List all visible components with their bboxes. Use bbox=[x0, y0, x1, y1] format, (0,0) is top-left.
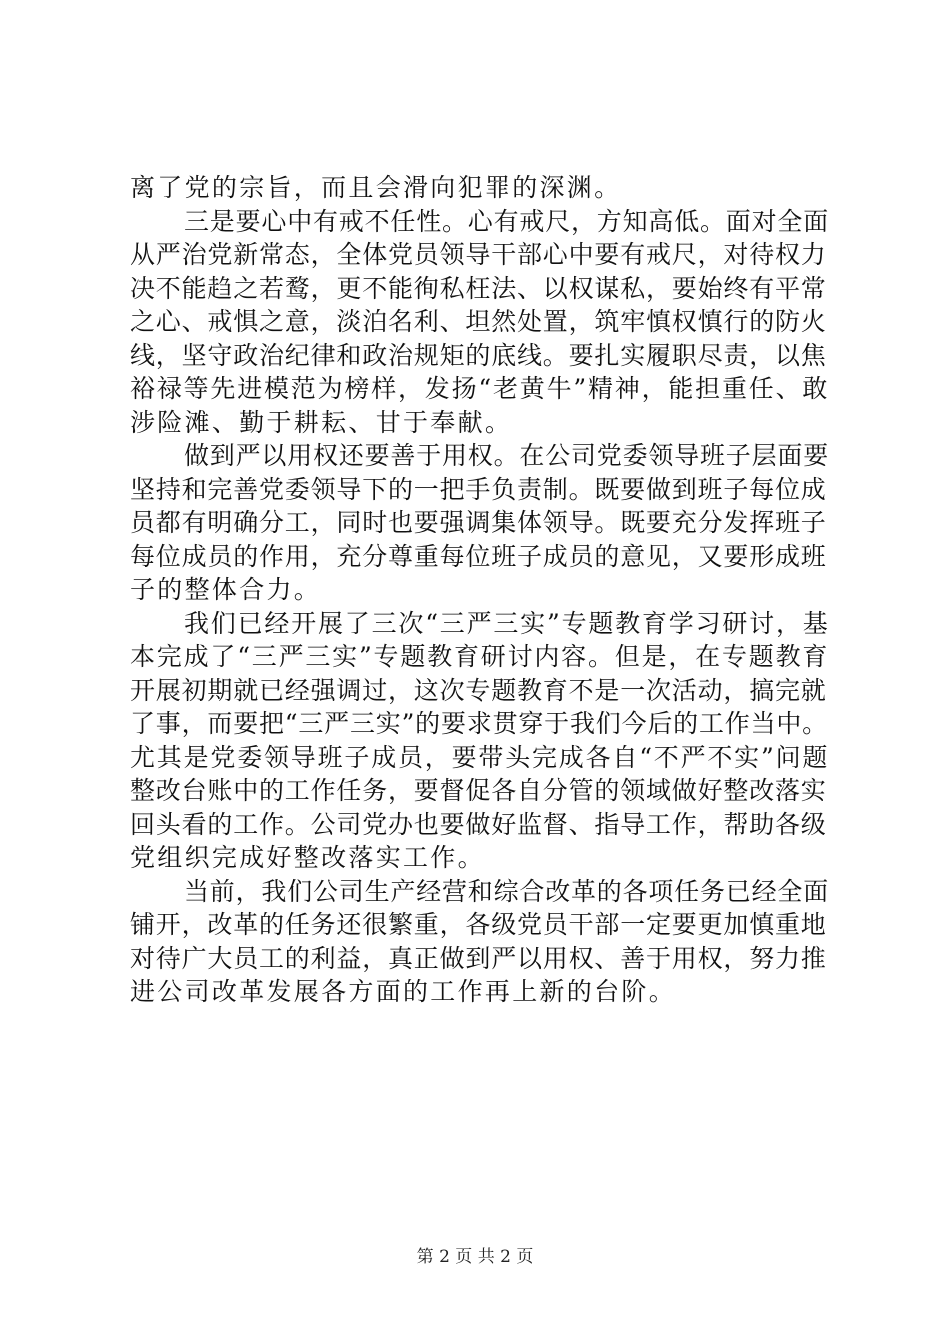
text-line: 每位成员的作用，充分尊重每位班子成员的意见，又要形成班 bbox=[130, 541, 827, 571]
text-line: 整改台账中的工作任务，要督促各自分管的领域做好整改落实 bbox=[130, 776, 827, 805]
text-line: 对待广大员工的利益，真正做到严以用权、善于用权，努力推 bbox=[130, 943, 827, 973]
text-line: 了事，而要把“三严三实”的要求贯穿于我们今后的工作当中。 bbox=[130, 709, 828, 738]
text-line: 当前，我们公司生产经营和综合改革的各项任务已经全面 bbox=[184, 876, 830, 906]
text-line: 三是要心中有戒不任性。心有戒尺，方知高低。面对全面 bbox=[184, 206, 830, 236]
text-line: 线，坚守政治纪律和政治规矩的底线。要扎实履职尽责，以焦 bbox=[130, 340, 827, 370]
text-line: 子的整体合力。 bbox=[130, 575, 322, 604]
text-line: 裕禄等先进模范为榜样，发扬“老黄牛”精神，能担重任、敢 bbox=[130, 374, 830, 403]
text-line: 决不能趋之若鹜，更不能徇私枉法、以权谋私，要始终有平常 bbox=[130, 273, 827, 303]
text-line: 坚持和完善党委领导下的一把手负责制。既要做到班子每位成 bbox=[130, 474, 827, 504]
document-body bbox=[130, 171, 830, 1009]
text-line: 员都有明确分工，同时也要强调集体领导。既要充分发挥班子 bbox=[130, 508, 827, 537]
text-line: 尤其是党委领导班子成员，要带头完成各自“不严不实”问题 bbox=[130, 742, 830, 772]
text-line: 做到严以用权还要善于用权。在公司党委领导班子层面要 bbox=[184, 441, 830, 470]
text-line: 之心、戒惧之意，淡泊名利、坦然处置，筑牢慎权慎行的防火 bbox=[130, 307, 827, 336]
text-line: 我们已经开展了三次“三严三实”专题教育学习研讨，基 bbox=[184, 608, 830, 638]
text-line: 开展初期就已经强调过，这次专题教育不是一次活动，搞完就 bbox=[130, 675, 827, 705]
text-line: 进公司改革发展各方面的工作再上新的台阶。 bbox=[130, 977, 677, 1006]
text-line: 回头看的工作。公司党办也要做好监督、指导工作，帮助各级 bbox=[130, 809, 827, 839]
text-line: 铺开，改革的任务还很繁重，各级党员干部一定要更加慎重地 bbox=[130, 910, 827, 939]
text-line: 党组织完成好整改落实工作。 bbox=[130, 843, 485, 872]
text-line: 离了党的宗旨，而且会滑向犯罪的深渊。 bbox=[130, 173, 622, 202]
text-line: 从严治党新常态，全体党员领导干部心中要有戒尺，对待权力 bbox=[130, 240, 827, 269]
text-line: 本完成了“三严三实”专题教育研讨内容。但是，在专题教育 bbox=[130, 642, 830, 671]
text-line: 涉险滩、勤于耕耘、甘于奉献。 bbox=[130, 407, 513, 437]
page-number-footer: 第 2 页 共 2 页 bbox=[416, 1247, 534, 1267]
